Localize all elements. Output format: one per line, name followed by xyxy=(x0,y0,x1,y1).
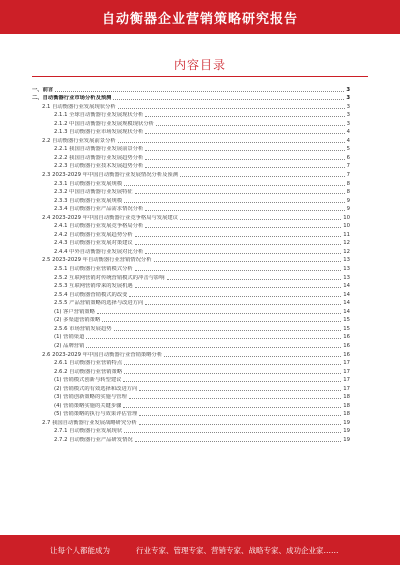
toc-entry[interactable] xyxy=(32,340,350,349)
toc-entry-label: (1) 营销模式创新与转型建议 xyxy=(54,377,122,384)
toc-entry[interactable] xyxy=(32,229,350,238)
toc-leader-dots xyxy=(145,210,344,211)
toc-entry[interactable] xyxy=(32,135,350,144)
toc-entry[interactable] xyxy=(32,187,350,196)
toc-entry-page: 19 xyxy=(343,436,350,443)
toc-entry[interactable] xyxy=(32,392,350,401)
toc-entry-page: 12 xyxy=(343,248,350,255)
toc-leader-dots xyxy=(129,398,341,399)
toc-entry-label: 2.6 2023-2029 年中国自动衡器行业营销策略分析 xyxy=(42,351,163,358)
toc-entry-page: 9 xyxy=(346,206,350,213)
toc-entry-page: 11 xyxy=(343,231,350,238)
toc-entry-label: 2.5.3 互联网营销带来的发展机遇 xyxy=(54,283,133,290)
toc-leader-dots xyxy=(123,381,341,382)
toc-leader-dots xyxy=(118,142,345,143)
toc-entry-label: 2.4.3 自动衡器行业发展对策建议 xyxy=(54,240,133,247)
toc-entry[interactable] xyxy=(32,84,350,93)
toc-leader-dots xyxy=(139,424,341,425)
toc-entry-label: (1) 客户营销策略 xyxy=(54,308,95,315)
toc-leader-dots xyxy=(145,227,341,228)
toc-entry-page: 15 xyxy=(343,317,350,324)
toc-entry-page: 17 xyxy=(343,377,350,384)
toc-entry[interactable] xyxy=(32,246,350,255)
toc-entry[interactable] xyxy=(32,204,350,213)
toc-entry-label: 2.6.2 自动衡器行业营销策略 xyxy=(54,368,123,375)
footer-tagline: 行业专家、管理专家、营销专家、战略专家、成功企业家…… xyxy=(136,545,339,555)
toc-leader-dots xyxy=(129,296,341,297)
toc-entry-page: 19 xyxy=(343,428,350,435)
toc-entry-page: 16 xyxy=(343,351,350,358)
toc-leader-dots xyxy=(86,347,341,348)
toc-entry-label: 2.5.6 市场营销发展趋势 xyxy=(54,325,112,332)
toc-entry-page: 10 xyxy=(343,223,350,230)
toc-entry-page: 3 xyxy=(346,103,350,110)
toc-leader-dots xyxy=(97,313,341,314)
toc-entry-page: 9 xyxy=(346,197,350,204)
toc-entry-label: 2.5.1 自动衡器行业营销模式分析 xyxy=(54,266,133,273)
toc-entry[interactable] xyxy=(32,272,350,281)
toc-entry-label: (1) 营销渠道 xyxy=(54,334,85,341)
toc-leader-dots xyxy=(114,330,342,331)
toc-leader-dots xyxy=(145,150,344,151)
toc-entry-label: (4) 营销策略实施的关键步骤 xyxy=(54,402,122,409)
toc-entry-page: 17 xyxy=(343,360,350,367)
toc-entry-label: 2.7.2 自动衡器行业产品研发情况 xyxy=(54,436,133,443)
toc-entry-label: 2.1.3 自动衡器行业市场发展现状分析 xyxy=(54,129,144,136)
toc-leader-dots xyxy=(154,261,342,262)
toc-leader-dots xyxy=(156,125,345,126)
toc-entry[interactable] xyxy=(32,118,350,127)
toc-entry[interactable] xyxy=(32,212,350,221)
toc-entry-label: (2) 营销模式的有效选择和改进方向 xyxy=(54,385,138,392)
toc-entry[interactable] xyxy=(32,169,350,178)
toc-leader-dots xyxy=(145,116,344,117)
toc-leader-dots xyxy=(145,167,344,168)
toc-entry-page: 4 xyxy=(346,129,350,136)
toc-leader-dots xyxy=(124,364,341,365)
toc-leader-dots xyxy=(167,279,342,280)
toc-entry-page: 7 xyxy=(346,172,350,179)
toc-entry-page: 13 xyxy=(343,266,350,273)
toc-entry[interactable] xyxy=(32,127,350,136)
toc-entry-page: 17 xyxy=(343,385,350,392)
toc-entry-label: 2.3.2 中国自动衡器行业发展特征 xyxy=(54,189,133,196)
footer-slogan: 让每个人都能成为 xyxy=(50,545,110,555)
toc-entry[interactable] xyxy=(32,161,350,170)
toc-entry-label: 2.1.1 全球自动衡器行业发展现状分析 xyxy=(54,112,144,119)
toc-leader-dots xyxy=(135,244,342,245)
report-header xyxy=(0,0,400,34)
toc-entry[interactable] xyxy=(32,417,350,426)
toc-entry[interactable] xyxy=(32,221,350,230)
toc-entry[interactable] xyxy=(32,93,350,102)
toc-entry-page: 13 xyxy=(343,274,350,281)
toc-entry-label: 2.1.2 中国自动衡器行业发展规模现状分析 xyxy=(54,120,154,127)
toc-leader-dots xyxy=(180,176,345,177)
toc-entry-page: 14 xyxy=(343,308,350,315)
toc-entry-page: 3 xyxy=(346,112,350,119)
toc-entry-label: 2.3 2023-2029 年中国自动衡器行业发展情况分析及预测 xyxy=(42,172,179,179)
toc-entry[interactable] xyxy=(32,383,350,392)
toc-entry-page: 4 xyxy=(346,137,350,144)
toc-entry-page: 7 xyxy=(346,163,350,170)
toc-entry-label: 2.7 我国自动衡器行业发展战略研究分析 xyxy=(42,419,137,426)
report-title: 自动衡器企业营销策略研究报告 xyxy=(101,11,298,27)
toc-entry-page: 17 xyxy=(343,368,350,375)
toc-entry[interactable] xyxy=(32,255,350,264)
toc-entry[interactable] xyxy=(32,101,350,110)
toc-entry-label: 二、自动衡器行业市场分析及预测 xyxy=(32,95,112,102)
toc-entry-label: 2.2 自动衡器行业发展前景分析 xyxy=(42,137,116,144)
toc-entry[interactable] xyxy=(32,298,350,307)
toc-leader-dots xyxy=(86,338,341,339)
toc-entry[interactable] xyxy=(32,375,350,384)
toc-leader-dots xyxy=(124,202,344,203)
toc-entry-label: 2.4.4 中外自动衡器行业发展对比分析 xyxy=(54,248,144,255)
toc-entry-page: 15 xyxy=(343,325,350,332)
toc-entry-page: 18 xyxy=(343,402,350,409)
toc-entry[interactable] xyxy=(32,315,350,324)
toc-entry[interactable] xyxy=(32,110,350,119)
toc-leader-dots xyxy=(135,193,345,194)
toc-entry-label: (2) 品牌营销 xyxy=(54,342,85,349)
toc-leader-dots xyxy=(139,415,341,416)
toc-entry[interactable] xyxy=(32,238,350,247)
toc-leader-dots xyxy=(135,287,342,288)
toc-entry-label: 2.4.1 自动衡器行业发展竞争格局分析 xyxy=(54,223,144,230)
toc-entry[interactable] xyxy=(32,426,350,435)
toc-leader-dots xyxy=(145,304,341,305)
toc-entry-label: 2.5.2 互联网营销对传统营销模式的冲击与影响 xyxy=(54,274,165,281)
toc-entry-label: 2.3.1 自动衡器行业发展规模 xyxy=(54,180,123,187)
toc-entry[interactable] xyxy=(32,263,350,272)
toc-entry-label: 2.1 自动衡器行业发展现状分析 xyxy=(42,103,116,110)
toc-entry[interactable] xyxy=(32,366,350,375)
toc-entry[interactable] xyxy=(32,409,350,418)
toc-entry-page: 19 xyxy=(343,419,350,426)
toc-entry-label: 2.3.3 自动衡器行业发展规模 xyxy=(54,197,123,204)
toc-entry-page: 14 xyxy=(343,291,350,298)
toc-entry[interactable] xyxy=(32,281,350,290)
toc-entry-label: 2.6.1 自动衡器行业营销特点 xyxy=(54,360,123,367)
toc-entry-label: 2.4.2 自动衡器行业发展趋势分析 xyxy=(54,231,133,238)
toc-entry-label: (2) 多渠道营销策略 xyxy=(54,317,101,324)
toc-leader-dots xyxy=(118,108,345,109)
toc-heading: 内容目录 xyxy=(173,58,226,72)
toc-entry[interactable] xyxy=(32,434,350,443)
toc-leader-dots xyxy=(139,390,341,391)
toc-leader-dots xyxy=(135,441,342,442)
toc-entry-label: (3) 营销创新策略的实施与管理 xyxy=(54,394,127,401)
toc-entry[interactable] xyxy=(32,323,350,332)
toc-entry[interactable] xyxy=(32,178,350,187)
toc-entry-label: 2.7.1 自动衡器行业发展现状 xyxy=(54,428,123,435)
toc-entry-page: 10 xyxy=(343,214,350,221)
toc-leader-dots xyxy=(135,270,342,271)
toc-entry[interactable] xyxy=(32,358,350,367)
toc-entry-label: 2.5 2023-2029 年自动衡器行业营销情况分析 xyxy=(42,257,152,264)
toc-entry[interactable] xyxy=(32,195,350,204)
toc-entry-label: 2.5.4 自动衡器营销模式的改变 xyxy=(54,291,128,298)
toc-entry-label: 2.2.2 我国自动衡器行业发展趋势分析 xyxy=(54,154,144,161)
toc-entry-page: 6 xyxy=(346,154,350,161)
toc-entry-page: 14 xyxy=(343,300,350,307)
toc-entry-page: 8 xyxy=(346,189,350,196)
toc-entry-page: 3 xyxy=(346,86,350,93)
toc-entry-label: 2.4 2023-2029 年中国自动衡器行业竞争格局与发展建议 xyxy=(42,214,179,221)
toc-entry[interactable] xyxy=(32,152,350,161)
toc-leader-dots xyxy=(55,91,344,92)
toc-entry-page: 13 xyxy=(343,257,350,264)
toc-entry[interactable] xyxy=(32,306,350,315)
report-footer xyxy=(0,535,400,565)
toc-divider xyxy=(32,76,368,77)
toc-leader-dots xyxy=(113,99,344,100)
toc-entry-page: 12 xyxy=(343,240,350,247)
toc-leader-dots xyxy=(124,432,341,433)
toc-leader-dots xyxy=(180,219,341,220)
toc-entry-label: 2.2.3 自动衡器行业技术发展趋势分析 xyxy=(54,163,144,170)
toc-entry[interactable] xyxy=(32,289,350,298)
toc-leader-dots xyxy=(124,185,344,186)
toc-entry-page: 8 xyxy=(346,180,350,187)
toc-leader-dots xyxy=(145,133,344,134)
toc-leader-dots xyxy=(102,321,341,322)
toc-entry-page: 14 xyxy=(343,283,350,290)
toc-leader-dots xyxy=(164,356,341,357)
toc-entry-label: 2.2.1 我国自动衡器行业发展前景分析 xyxy=(54,146,144,153)
toc-entry-page: 16 xyxy=(343,334,350,341)
toc-leader-dots xyxy=(145,253,341,254)
toc-entry-page: 5 xyxy=(346,146,350,153)
toc-entry-page: 3 xyxy=(346,120,350,127)
toc-entry-label: (5) 营销策略的执行与效果评估管理 xyxy=(54,411,138,418)
toc-entry[interactable] xyxy=(32,400,350,409)
toc-entry-label: 一、前言 xyxy=(32,86,54,93)
toc-leader-dots xyxy=(123,407,341,408)
toc-entry[interactable] xyxy=(32,332,350,341)
toc-entry-label: 2.5.5 产品营销策略的选择与改进方向 xyxy=(54,300,144,307)
toc-entry-page: 3 xyxy=(346,95,350,102)
table-of-contents xyxy=(32,84,350,443)
toc-entry[interactable] xyxy=(32,349,350,358)
toc-leader-dots xyxy=(145,159,344,160)
toc-leader-dots xyxy=(124,373,341,374)
toc-entry[interactable] xyxy=(32,144,350,153)
toc-entry-label: 2.3.4 自动衡器行业产品需求情况分析 xyxy=(54,206,144,213)
toc-entry-page: 16 xyxy=(343,342,350,349)
toc-leader-dots xyxy=(135,236,342,237)
toc-entry-page: 18 xyxy=(343,394,350,401)
toc-entry-page: 18 xyxy=(343,411,350,418)
